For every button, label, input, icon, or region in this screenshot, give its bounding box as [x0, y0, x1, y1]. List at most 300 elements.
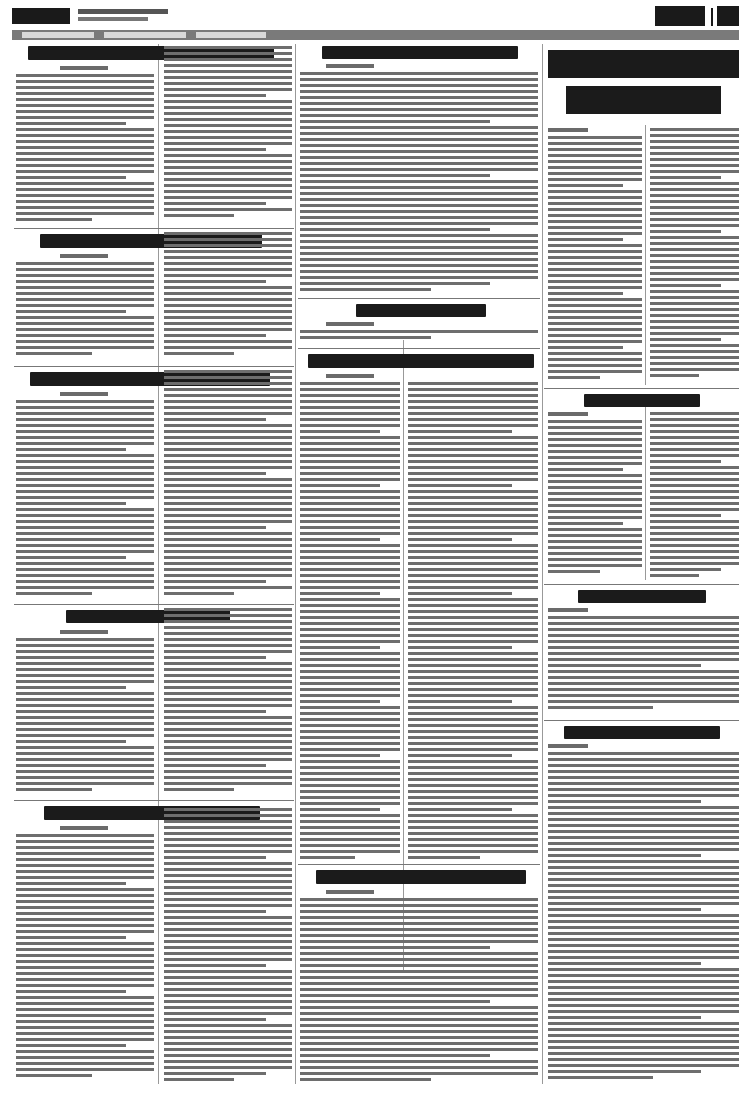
- article-text-line: [650, 544, 739, 547]
- article-text-line: [300, 78, 538, 81]
- article-text-line: [548, 352, 642, 355]
- article-text-line: [300, 622, 400, 625]
- article-text-line: [16, 292, 154, 295]
- article-text-line: [16, 1020, 154, 1023]
- article-text-line: [16, 580, 154, 583]
- article-text-line: [300, 258, 538, 261]
- article-text-line: [548, 676, 739, 679]
- article-text-line: [650, 508, 739, 511]
- article-text-line: [164, 154, 292, 157]
- article-text-line: [300, 910, 538, 913]
- article-text-line: [650, 526, 739, 529]
- article-text-line: [164, 910, 266, 913]
- page-number: [717, 6, 739, 26]
- article-text-line: [164, 940, 292, 943]
- article-text-line: [548, 492, 642, 495]
- article-text-line: [408, 568, 538, 571]
- article-text-line: [164, 442, 292, 445]
- article-text-line: [16, 984, 154, 987]
- article-text-line: [16, 1068, 154, 1071]
- article-text-line: [408, 634, 538, 637]
- article-text-line: [164, 508, 292, 511]
- article-text-line: [300, 108, 538, 111]
- article-text-line: [164, 118, 292, 121]
- article-text-line: [164, 580, 266, 583]
- article-text-line: [650, 248, 739, 251]
- article-text-line: [650, 466, 739, 469]
- article-text-line: [300, 198, 538, 201]
- article-text-line: [300, 276, 538, 279]
- article-text-line: [164, 130, 292, 133]
- article-text-line: [548, 304, 642, 307]
- article-text-line: [300, 556, 400, 559]
- article-text-line: [650, 284, 721, 287]
- article-text-line: [408, 622, 538, 625]
- article-text-line: [650, 188, 739, 191]
- article-text-line: [164, 734, 292, 737]
- article-text-line: [548, 172, 642, 175]
- article-text-line: [300, 820, 400, 823]
- article-text-line: [548, 438, 642, 441]
- article-text-line: [300, 760, 400, 763]
- article-text-line: [408, 610, 538, 613]
- article-divider: [298, 864, 540, 865]
- article-text-line: [408, 538, 512, 541]
- article-text-line: [164, 496, 292, 499]
- article-text-line: [300, 784, 400, 787]
- article-text-line: [164, 166, 292, 169]
- article-text-line: [300, 586, 400, 589]
- article-text-line: [164, 454, 292, 457]
- article-text-line: [164, 964, 266, 967]
- article-text-line: [164, 1024, 292, 1027]
- article-text-line: [164, 952, 292, 955]
- article-text-line: [164, 112, 292, 115]
- article-text-line: [16, 948, 154, 951]
- article-text-line: [164, 976, 292, 979]
- article-text-line: [300, 676, 400, 679]
- article-text-line: [300, 952, 538, 955]
- article-text-line: [408, 436, 538, 439]
- article-text-line: [164, 716, 292, 719]
- article-text-line: [548, 902, 739, 905]
- article-text-line: [650, 236, 739, 239]
- article-text-line: [408, 742, 538, 745]
- article-text-line: [408, 460, 538, 463]
- article-text-line: [16, 638, 154, 641]
- article-text-line: [548, 196, 642, 199]
- article-byline: [60, 392, 108, 396]
- banner-headline-line: [566, 86, 721, 114]
- article-text-line: [16, 478, 154, 481]
- article-text-line: [650, 430, 739, 433]
- article-text-line: [16, 104, 154, 107]
- article-text-line: [16, 734, 154, 737]
- article-divider: [298, 298, 540, 299]
- article-text-line: [16, 740, 126, 743]
- article-text-line: [548, 208, 642, 211]
- article-text-line: [408, 604, 538, 607]
- article-text-line: [16, 728, 154, 731]
- article-text-line: [408, 796, 538, 799]
- article-text-line: [548, 190, 642, 193]
- article-text-line: [16, 158, 154, 161]
- article-divider: [544, 584, 739, 585]
- article-text-line: [548, 166, 642, 169]
- article-text-line: [548, 534, 642, 537]
- article-text-line: [408, 670, 538, 673]
- article-text-line: [408, 664, 538, 667]
- article-text-line: [300, 246, 538, 249]
- article-text-line: [16, 526, 154, 529]
- article-text-line: [300, 916, 538, 919]
- article-text-line: [16, 912, 154, 915]
- article-text-line: [650, 356, 739, 359]
- article-text-line: [548, 444, 642, 447]
- article-text-line: [300, 496, 400, 499]
- article-text-line: [548, 268, 642, 271]
- article-text-line: [16, 656, 154, 659]
- article-text-line: [650, 556, 739, 559]
- article-text-line: [548, 432, 642, 435]
- article-text-line: [300, 336, 431, 339]
- article-text-line: [650, 478, 739, 481]
- article-text-line: [164, 916, 292, 919]
- article-text-line: [16, 304, 154, 307]
- article-text-line: [164, 256, 292, 259]
- article-text-line: [16, 274, 154, 277]
- article-text-line: [164, 424, 292, 427]
- article-text-line: [16, 140, 154, 143]
- article-text-line: [300, 574, 400, 577]
- article-text-line: [164, 686, 292, 689]
- article-text-line: [300, 282, 490, 285]
- article-text-line: [164, 958, 292, 961]
- article-text-line: [164, 868, 292, 871]
- article-text-line: [164, 994, 292, 997]
- article-text-line: [548, 516, 642, 519]
- article-text-line: [650, 254, 739, 257]
- article-byline: [548, 608, 588, 612]
- article-text-line: [16, 686, 126, 689]
- article-text-line: [164, 1036, 292, 1039]
- article-text-line: [548, 316, 642, 319]
- article-text-line: [164, 412, 292, 415]
- social-link-web: [196, 32, 266, 38]
- article-text-line: [164, 556, 292, 559]
- article-text-line: [16, 502, 126, 505]
- article-text-line: [548, 238, 623, 241]
- article-text-line: [300, 730, 400, 733]
- article-text-line: [300, 1030, 538, 1033]
- article-headline: [564, 726, 720, 739]
- article-text-line: [300, 436, 400, 439]
- article-text-line: [300, 1024, 538, 1027]
- article-text-line: [16, 746, 154, 749]
- article-text-line: [650, 374, 699, 377]
- article-text-line: [164, 514, 292, 517]
- article-text-line: [16, 194, 154, 197]
- article-text-line: [164, 808, 292, 811]
- article-headline: [578, 590, 706, 603]
- article-text-line: [300, 628, 400, 631]
- article-text-line: [300, 120, 490, 123]
- article-text-line: [164, 292, 292, 295]
- article-text-line: [164, 406, 292, 409]
- article-text-line: [16, 644, 154, 647]
- article-text-line: [16, 568, 154, 571]
- article-text-line: [650, 442, 739, 445]
- article-text-line: [164, 832, 292, 835]
- article-text-line: [548, 334, 642, 337]
- article-text-line: [16, 496, 154, 499]
- article-text-line: [164, 740, 292, 743]
- article-text-line: [164, 70, 292, 73]
- article-text-line: [650, 338, 721, 341]
- article-text-line: [408, 790, 538, 793]
- article-text-line: [650, 212, 739, 215]
- article-text-line: [548, 328, 642, 331]
- article-text-line: [548, 824, 739, 827]
- article-text-line: [300, 96, 538, 99]
- article-text-line: [16, 846, 154, 849]
- article-text-line: [408, 802, 538, 805]
- article-text-line: [164, 722, 292, 725]
- article-text-line: [300, 252, 538, 255]
- article-text-line: [548, 540, 642, 543]
- article-text-line: [164, 632, 292, 635]
- article-text-line: [16, 122, 126, 125]
- article-text-line: [408, 490, 538, 493]
- article-text-line: [164, 680, 292, 683]
- article-text-line: [548, 646, 739, 649]
- article-text-line: [300, 150, 538, 153]
- article-text-line: [300, 400, 400, 403]
- article-text-line: [548, 292, 623, 295]
- article-text-line: [300, 234, 538, 237]
- article-text-line: [164, 172, 292, 175]
- article-text-line: [650, 320, 739, 323]
- lead-story-banner-headline: [548, 46, 739, 121]
- article-text-line: [548, 920, 739, 923]
- article-text-line: [164, 656, 266, 659]
- article-text-line: [408, 562, 538, 565]
- article-text-line: [164, 448, 292, 451]
- article-text-line: [408, 814, 538, 817]
- article-text-line: [548, 652, 739, 655]
- article-divider: [14, 228, 294, 229]
- article-text-line: [164, 382, 292, 385]
- article-text-line: [300, 412, 400, 415]
- article-text-line: [300, 1042, 538, 1045]
- article-text-line: [650, 520, 739, 523]
- article-text-line: [16, 668, 154, 671]
- article-text-line: [548, 1016, 701, 1019]
- article-text-line: [300, 850, 400, 853]
- article-text-line: [16, 490, 154, 493]
- article-text-line: [300, 964, 538, 967]
- article-text-line: [650, 568, 721, 571]
- article-text-line: [408, 628, 538, 631]
- article-text-line: [548, 992, 739, 995]
- article-text-line: [300, 1078, 431, 1081]
- article-text-line: [164, 608, 292, 611]
- article-text-line: [164, 586, 292, 589]
- article-text-line: [408, 826, 538, 829]
- article-text-line: [650, 436, 739, 439]
- article-text-line: [548, 346, 623, 349]
- article-text-line: [16, 782, 154, 785]
- article-byline: [548, 412, 588, 416]
- article-text-line: [300, 754, 380, 757]
- article-text-line: [650, 260, 739, 263]
- article-text-line: [164, 1012, 292, 1015]
- article-text-line: [408, 658, 538, 661]
- article-text-line: [408, 430, 512, 433]
- article-text-line: [300, 802, 400, 805]
- article-text-line: [300, 844, 400, 847]
- article-text-line: [408, 424, 538, 427]
- article-text-line: [548, 926, 739, 929]
- article-text-line: [16, 1074, 92, 1077]
- article-text-line: [548, 658, 739, 661]
- article-text-line: [408, 520, 538, 523]
- article-text-line: [164, 316, 292, 319]
- article-text-line: [300, 330, 538, 333]
- article-text-line: [548, 860, 739, 863]
- masthead: [12, 6, 739, 28]
- article-headline: [308, 354, 534, 368]
- article-text-line: [164, 698, 292, 701]
- article-text-line: [164, 400, 292, 403]
- article-text-line: [650, 538, 739, 541]
- article-text-line: [650, 302, 739, 305]
- article-text-line: [548, 908, 701, 911]
- article-text-line: [650, 278, 739, 281]
- article-text-line: [300, 424, 400, 427]
- column-rule: [295, 44, 296, 1084]
- article-text-line: [408, 760, 538, 763]
- article-text-line: [16, 466, 154, 469]
- article-text-line: [548, 546, 642, 549]
- article-text-line: [16, 758, 154, 761]
- article-text-line: [16, 924, 154, 927]
- article-text-line: [164, 268, 292, 271]
- article-text-line: [548, 480, 642, 483]
- article-text-line: [548, 770, 739, 773]
- article-text-line: [300, 222, 538, 225]
- article-text-line: [16, 80, 154, 83]
- article-text-line: [16, 328, 154, 331]
- article-text-line: [164, 490, 292, 493]
- article-text-line: [300, 1006, 538, 1009]
- article-text-line: [164, 626, 292, 629]
- article-text-line: [650, 502, 739, 505]
- article-text-line: [300, 772, 400, 775]
- article-text-line: [164, 844, 292, 847]
- article-text-line: [164, 394, 292, 397]
- article-text-line: [16, 206, 154, 209]
- article-text-line: [300, 550, 400, 553]
- article-text-line: [300, 1018, 538, 1021]
- article-text-line: [164, 76, 292, 79]
- article-text-line: [164, 1030, 292, 1033]
- article-text-line: [650, 146, 739, 149]
- article-text-line: [548, 420, 642, 423]
- article-text-line: [16, 128, 154, 131]
- article-text-line: [164, 838, 292, 841]
- article-text-line: [164, 160, 292, 163]
- article-text-line: [300, 592, 380, 595]
- article-text-line: [548, 220, 642, 223]
- article-text-line: [650, 574, 699, 577]
- article-text-line: [408, 580, 538, 583]
- article-text-line: [650, 224, 739, 227]
- article-text-line: [16, 972, 154, 975]
- article-text-line: [16, 268, 154, 271]
- article-text-line: [164, 52, 292, 55]
- article-text-line: [16, 110, 154, 113]
- article-text-line: [16, 280, 154, 283]
- article-text-line: [300, 240, 538, 243]
- article-text-line: [408, 706, 538, 709]
- article-text-line: [16, 1056, 154, 1059]
- article-text-line: [408, 844, 538, 847]
- article-text-line: [300, 186, 538, 189]
- article-text-line: [408, 574, 538, 577]
- article-text-line: [548, 202, 642, 205]
- article-text-line: [650, 350, 739, 353]
- article-text-line: [300, 562, 400, 565]
- article-text-line: [300, 682, 400, 685]
- article-text-line: [16, 116, 154, 119]
- article-text-line: [300, 270, 538, 273]
- article-text-line: [164, 502, 292, 505]
- article-text-line: [300, 928, 538, 931]
- article-text-line: [408, 550, 538, 553]
- article-byline: [326, 890, 374, 894]
- article-text-line: [650, 484, 739, 487]
- article-text-line: [548, 498, 642, 501]
- article-text-line: [164, 376, 292, 379]
- article-text-line: [300, 394, 400, 397]
- article-text-line: [300, 970, 538, 973]
- article-text-line: [650, 152, 739, 155]
- article-text-line: [164, 478, 292, 481]
- article-text-line: [16, 218, 92, 221]
- article-text-line: [16, 514, 154, 517]
- article-text-line: [408, 736, 538, 739]
- article-text-line: [548, 1064, 739, 1067]
- article-text-line: [408, 652, 538, 655]
- article-text-line: [548, 256, 642, 259]
- article-text-line: [164, 136, 292, 139]
- article-text-line: [408, 640, 538, 643]
- article-text-line: [300, 406, 400, 409]
- article-text-line: [300, 634, 400, 637]
- article-text-line: [300, 706, 400, 709]
- article-text-line: [548, 552, 642, 555]
- article-text-line: [650, 496, 739, 499]
- article-text-line: [408, 400, 538, 403]
- article-text-line: [548, 688, 739, 691]
- article-text-line: [548, 376, 600, 379]
- article-text-line: [300, 544, 400, 547]
- article-text-line: [16, 966, 154, 969]
- article-text-line: [548, 640, 739, 643]
- article-text-line: [408, 514, 538, 517]
- article-text-line: [16, 770, 154, 773]
